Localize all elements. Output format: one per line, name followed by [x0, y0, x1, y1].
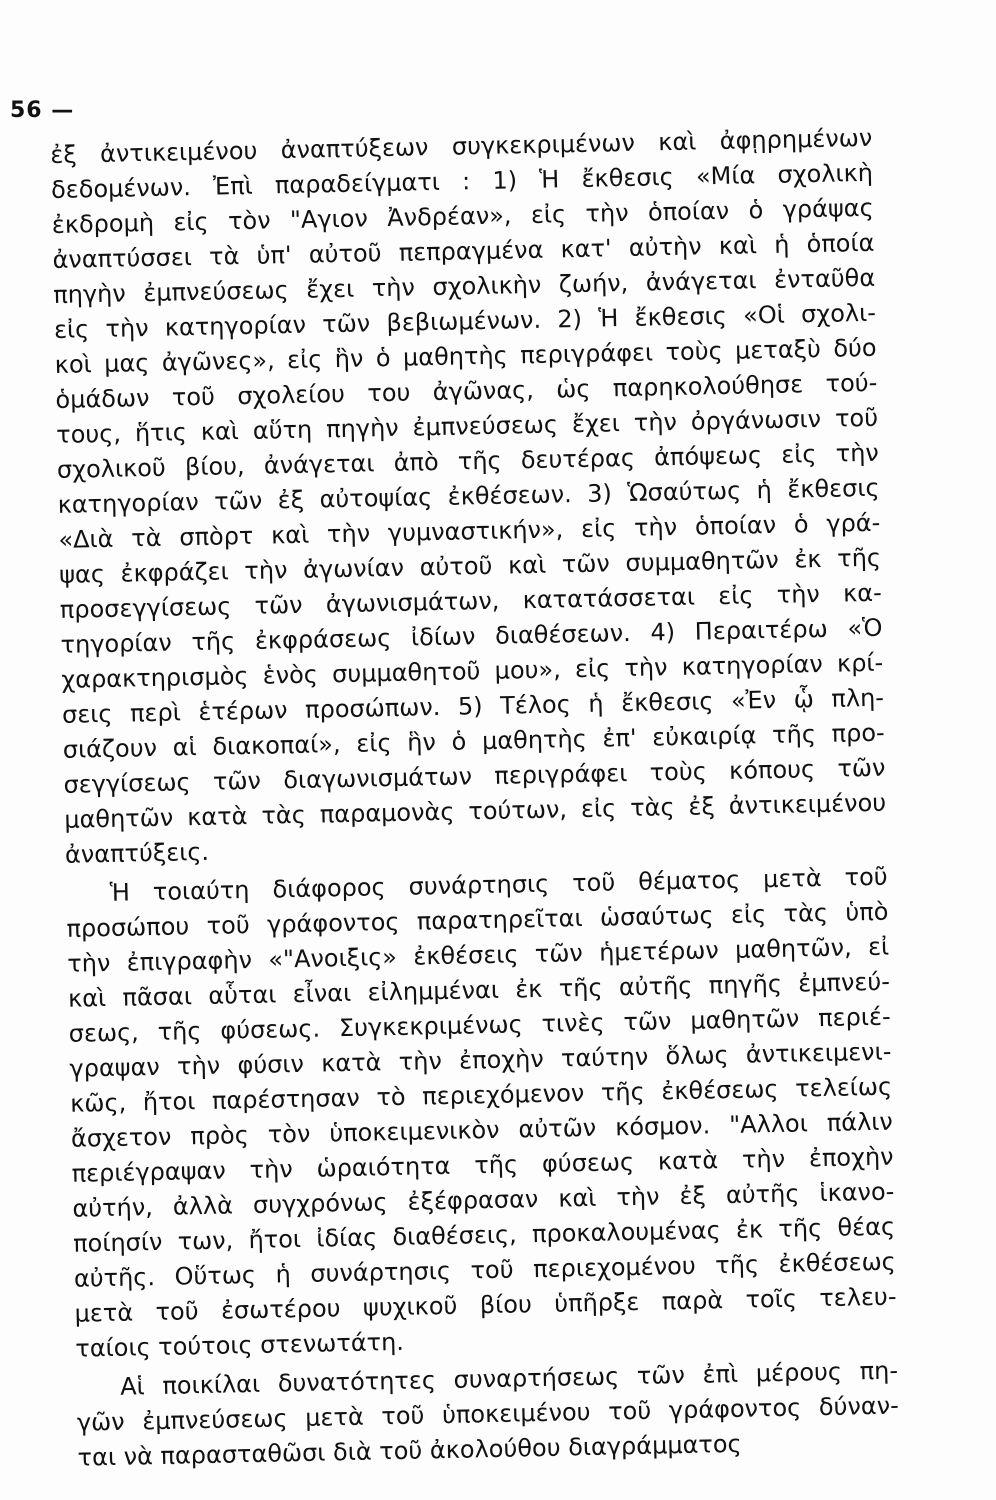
text-line: αὐτήν, ἀλλὰ συγχρόνως ἐξέφρασαν καὶ τὴν ἐξ αὐτῆς ἱκανο- [72, 1177, 895, 1223]
text-line: τηγορίαν τῆς ἐκφράσεως ἰδίων διαθέσεων. 4) Περαιτέρω «Ὁ [60, 613, 883, 659]
text-line: αὐτῆς. Οὕτως ἡ συνάρτησις τοῦ περιεχομένου τῆς ἐκθέσεως [73, 1247, 897, 1293]
text-line: ται νὰ παρασταθῶσι διὰ τοῦ ἀκολούθου διαγράμματος [77, 1429, 742, 1472]
page-header [10, 98, 74, 123]
text-line: καὶ πᾶσαι αὗται εἶναι εἰλημμέναι ἐκ τῆς αὐτῆς πηγῆς ἐμπνεύ- [67, 967, 891, 1013]
text-line: πηγὴν ἐμπνεύσεως ἔχει τὴν σχολικὴν ζωήν, ἀνάγεται ἐνταῦθα [52, 263, 876, 309]
text-line: δεδομένων. Ἐπὶ παραδείγματι : 1) Ἡ ἔκθεσις «Μία σχολικὴ [50, 158, 874, 204]
text-line: τους, ἥτις καὶ αὕτη πηγὴν ἐμπνεύσεως ἔχει τὴν ὀργάνωσιν τοῦ [55, 403, 879, 449]
text-line: ὁμάδων τοῦ σχολείου του ἀγῶνας, ὡς παρηκολούθησε τού- [55, 368, 878, 414]
text-line: κατηγορίαν τῶν ἐξ αὐτοψίας ἐκθέσεων. 3) Ὡσαύτως ἡ ἔκθεσις [57, 473, 880, 519]
text-line: προσώπου τοῦ γράφοντος παρατηρεῖται ὡσαύτως εἰς τὰς ὑπὸ [66, 897, 889, 943]
paragraph [76, 1354, 900, 1476]
text-line: Αἱ ποικίλαι δυνατότητες συναρτήσεως τῶν ἐπὶ μέρους πη- [119, 1356, 899, 1401]
text-line: προσεγγίσεως τῶν ἀγωνισμάτων, κατατάσσεται εἰς τὴν κα- [59, 578, 882, 624]
text-line: ποίησίν των, ἤτοι ἰδίας διαθέσεις, προκαλουμένας ἐκ τῆς θέας [72, 1212, 896, 1258]
text-line: τὴν ἐπιγραφὴν «"Ανοιξις» ἐκθέσεις τῶν ἡμετέρων μαθητῶν, εἰ [67, 932, 890, 978]
text-line: ἐκδρομὴ εἰς τὸν "Αγιον Ἀνδρέαν», εἰς τὴν ὁποίαν ὁ γράψας [51, 193, 874, 239]
text-line: σχολικοῦ βίου, ἀνάγεται ἀπὸ τῆς δευτέρας ἀπόψεως εἰς τὴν [56, 438, 880, 484]
text-line: Ἡ τοιαύτη διάφορος συνάρτησις τοῦ θέματος μετὰ τοῦ [109, 862, 888, 907]
text-line: «Διὰ τὰ σπὸρτ καὶ τὴν γυμναστικήν», εἰς τὴν ὁποίαν ὁ γρά- [58, 508, 881, 554]
text-line: ἀναπτύσσει τὰ ὑπ' αὐτοῦ πεπραγμένα κατ' αὐτὴν καὶ ἡ ὁποία [52, 228, 875, 274]
text-line: εἰς τὴν κατηγορίαν τῶν βεβιωμένων. 2) Ἡ ἔκθεσις «Οἱ σχολι- [53, 298, 877, 344]
text-line: μαθητῶν κατὰ τὰς παραμονὰς τούτων, εἰς τὰς ἐξ ἀντικειμένου [63, 788, 887, 834]
text-line: ἄσχετον πρὸς τὸν ὑποκειμενικὸν αὐτῶν κόσμον. "Αλλοι πάλιν [70, 1107, 894, 1153]
paragraph [65, 860, 897, 1367]
paragraph [50, 121, 887, 873]
text-line: σεις περὶ ἑτέρων προσώπων. 5) Τέλος ἡ ἔκθεσις «Ἐν ᾧ πλη- [61, 683, 885, 729]
text-line: ἐξ ἀντικειμένου ἀναπτύξεων συγκεκριμένων καὶ ἀφῃρημένων [50, 123, 873, 169]
text-line: ἀναπτύξεις. [64, 837, 210, 869]
text-line: περιέγραψαν τὴν ὡραιότητα τῆς φύσεως κατὰ τὴν ἐποχὴν [71, 1142, 894, 1188]
text-line: κῶς, ἤτοι παρέστησαν τὸ περιεχόμενον τῆς ἐκθέσεως τελείως [69, 1072, 893, 1118]
text-line: σιάζουν αἱ διακοπαί», εἰς ἣν ὁ μαθητὴς ἐπ' εὐκαιρίᾳ τῆς προ- [62, 718, 885, 764]
text-line: γραψαν τὴν φύσιν κατὰ τὴν ἐποχὴν ταύτην ὅλως ἀντικειμενι- [69, 1037, 892, 1083]
text-line: σεγγίσεως τῶν διαγωνισμάτων περιγράφει τοὺς κόπους τῶν [63, 753, 886, 799]
text-line: κοὶ μας ἀγῶνες», εἰς ἣν ὁ μαθητὴς περιγράφει τοὺς μεταξὺ δύο [54, 333, 877, 379]
page-number: 56 [10, 98, 43, 123]
page-number-dash: — [51, 98, 75, 123]
text-line: χαρακτηρισμὸς ἑνὸς συμμαθητοῦ μου», εἰς τὴν κατηγορίαν κρί- [61, 648, 884, 694]
text-line: ψας ἐκφράζει τὴν ἀγωνίαν αὐτοῦ καὶ τῶν συμμαθητῶν ἐκ τῆς [58, 543, 882, 589]
text-line: γῶν ἐμπνεύσεως μετὰ τοῦ ὑποκειμένου τοῦ γράφοντος δύναν- [76, 1391, 900, 1437]
text-line: σεως, τῆς φύσεως. Συγκεκριμένως τινὲς τῶν μαθητῶν περιέ- [68, 1002, 891, 1048]
text-line: μετὰ τοῦ ἐσωτέρου ψυχικοῦ βίου ὑπῆρξε παρὰ τοῖς τελευ- [74, 1282, 897, 1328]
body-text [50, 121, 900, 1476]
text-line: ταίοις τούτοις στενωτάτη. [75, 1327, 405, 1363]
